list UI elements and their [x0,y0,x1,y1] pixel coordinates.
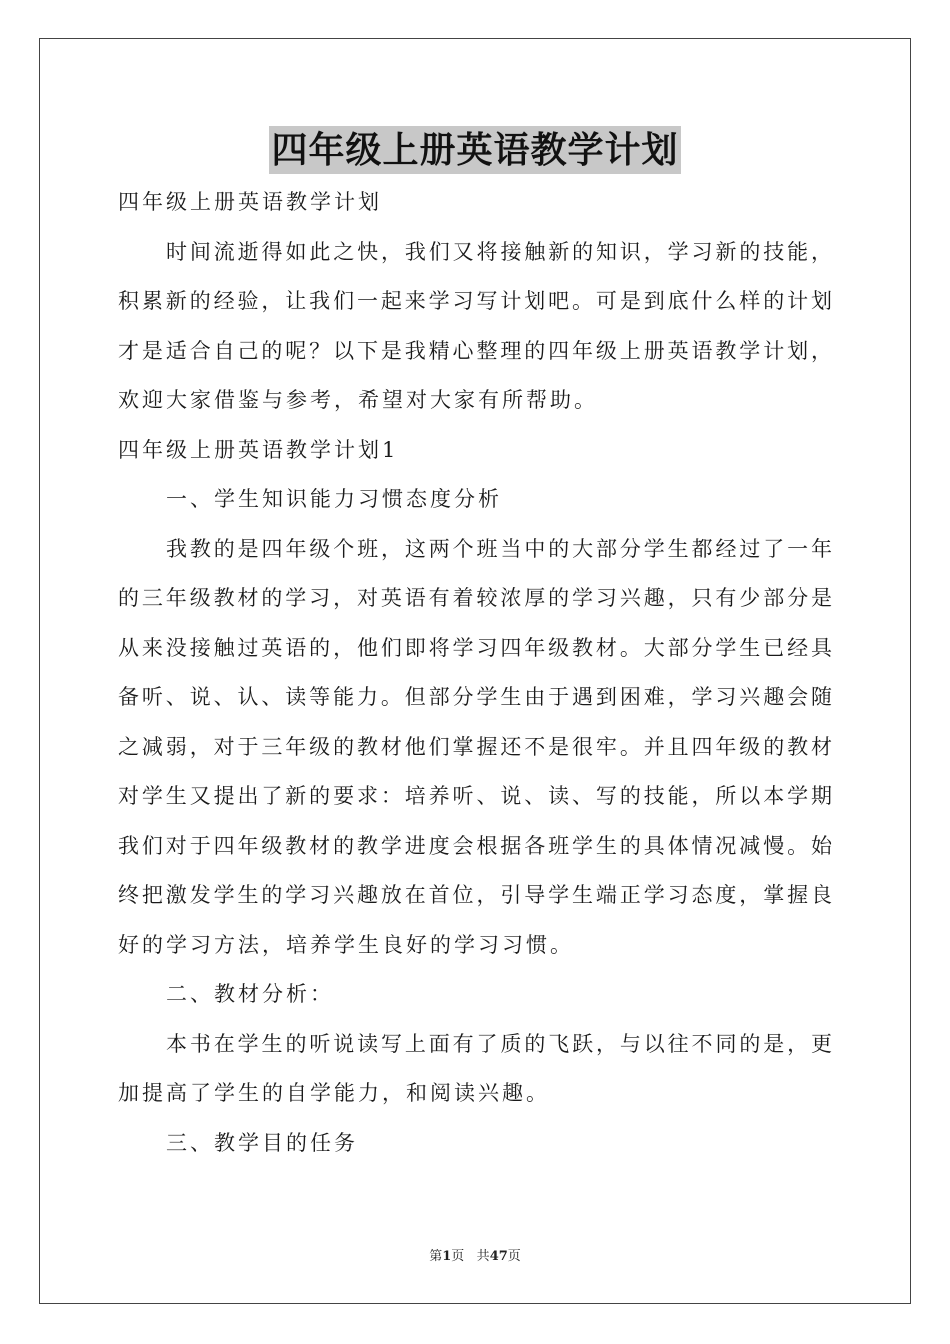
text-line: 我们对于四年级教材的教学进度会根据各班学生的具体情况减慢。始 [118,833,832,858]
current-page-number: 1 [442,1249,452,1264]
text-line: 一、学生知识能力习惯态度分析 [166,487,502,511]
text-line: 从来没接触过英语的，他们即将学习四年级教材。大部分学生已经具 [118,635,832,660]
text-line: 终把激发学生的学习兴趣放在首位，引导学生端正学习态度，掌握良 [118,883,832,907]
text-line: 欢迎大家借鉴与参考，希望对大家有所帮助。 [118,388,598,412]
page-prefix: 第 [429,1249,443,1264]
text-line: 加提高了学生的自学能力，和阅读兴趣。 [118,1081,550,1105]
text-line: 三、教学目的任务 [166,1130,358,1155]
text-line: 好的学习方法，培养学生良好的学习习惯。 [118,932,574,957]
text-line: 四年级上册英语教学计划 [118,190,382,214]
text-line: 我教的是四年级个班，这两个班当中的大部分学生都经过了一年 [166,536,832,561]
page-suffix: 页 [451,1249,465,1264]
text-line: 二、教材分析： [166,982,334,1006]
text-line: 之减弱，对于三年级的教材他们掌握还不是很牢。并且四年级的教材 [118,734,832,759]
document-body [118,178,832,1168]
text-line: 四年级上册英语教学计划1 [118,437,399,462]
text-line: 的三年级教材的学习，对英语有着较浓厚的学习兴趣，只有少部分是 [118,586,832,610]
total-pages-number: 47 [489,1249,508,1264]
document-title-text: 四年级上册英语教学计划 [269,126,680,174]
text-line: 对学生又提出了新的要求：培养听、说、读、写的技能，所以本学期 [118,784,832,808]
text-line: 时间流逝得如此之快，我们又将接触新的知识，学习新的技能， [166,239,832,264]
text-line: 才是适合自己的呢？以下是我精心整理的四年级上册英语教学计划， [118,338,832,363]
text-line: 本书在学生的听说读写上面有了质的飞跃，与以往不同的是，更 [166,1031,832,1056]
page-footer [0,1248,950,1266]
total-suffix: 页 [507,1249,521,1264]
document-title [0,126,950,174]
text-line: 备听、说、认、读等能力。但部分学生由于遇到困难，学习兴趣会随 [118,685,832,709]
total-prefix: 共 [476,1249,490,1264]
text-line: 积累新的经验，让我们一起来学习写计划吧。可是到底什么样的计划 [118,289,832,313]
